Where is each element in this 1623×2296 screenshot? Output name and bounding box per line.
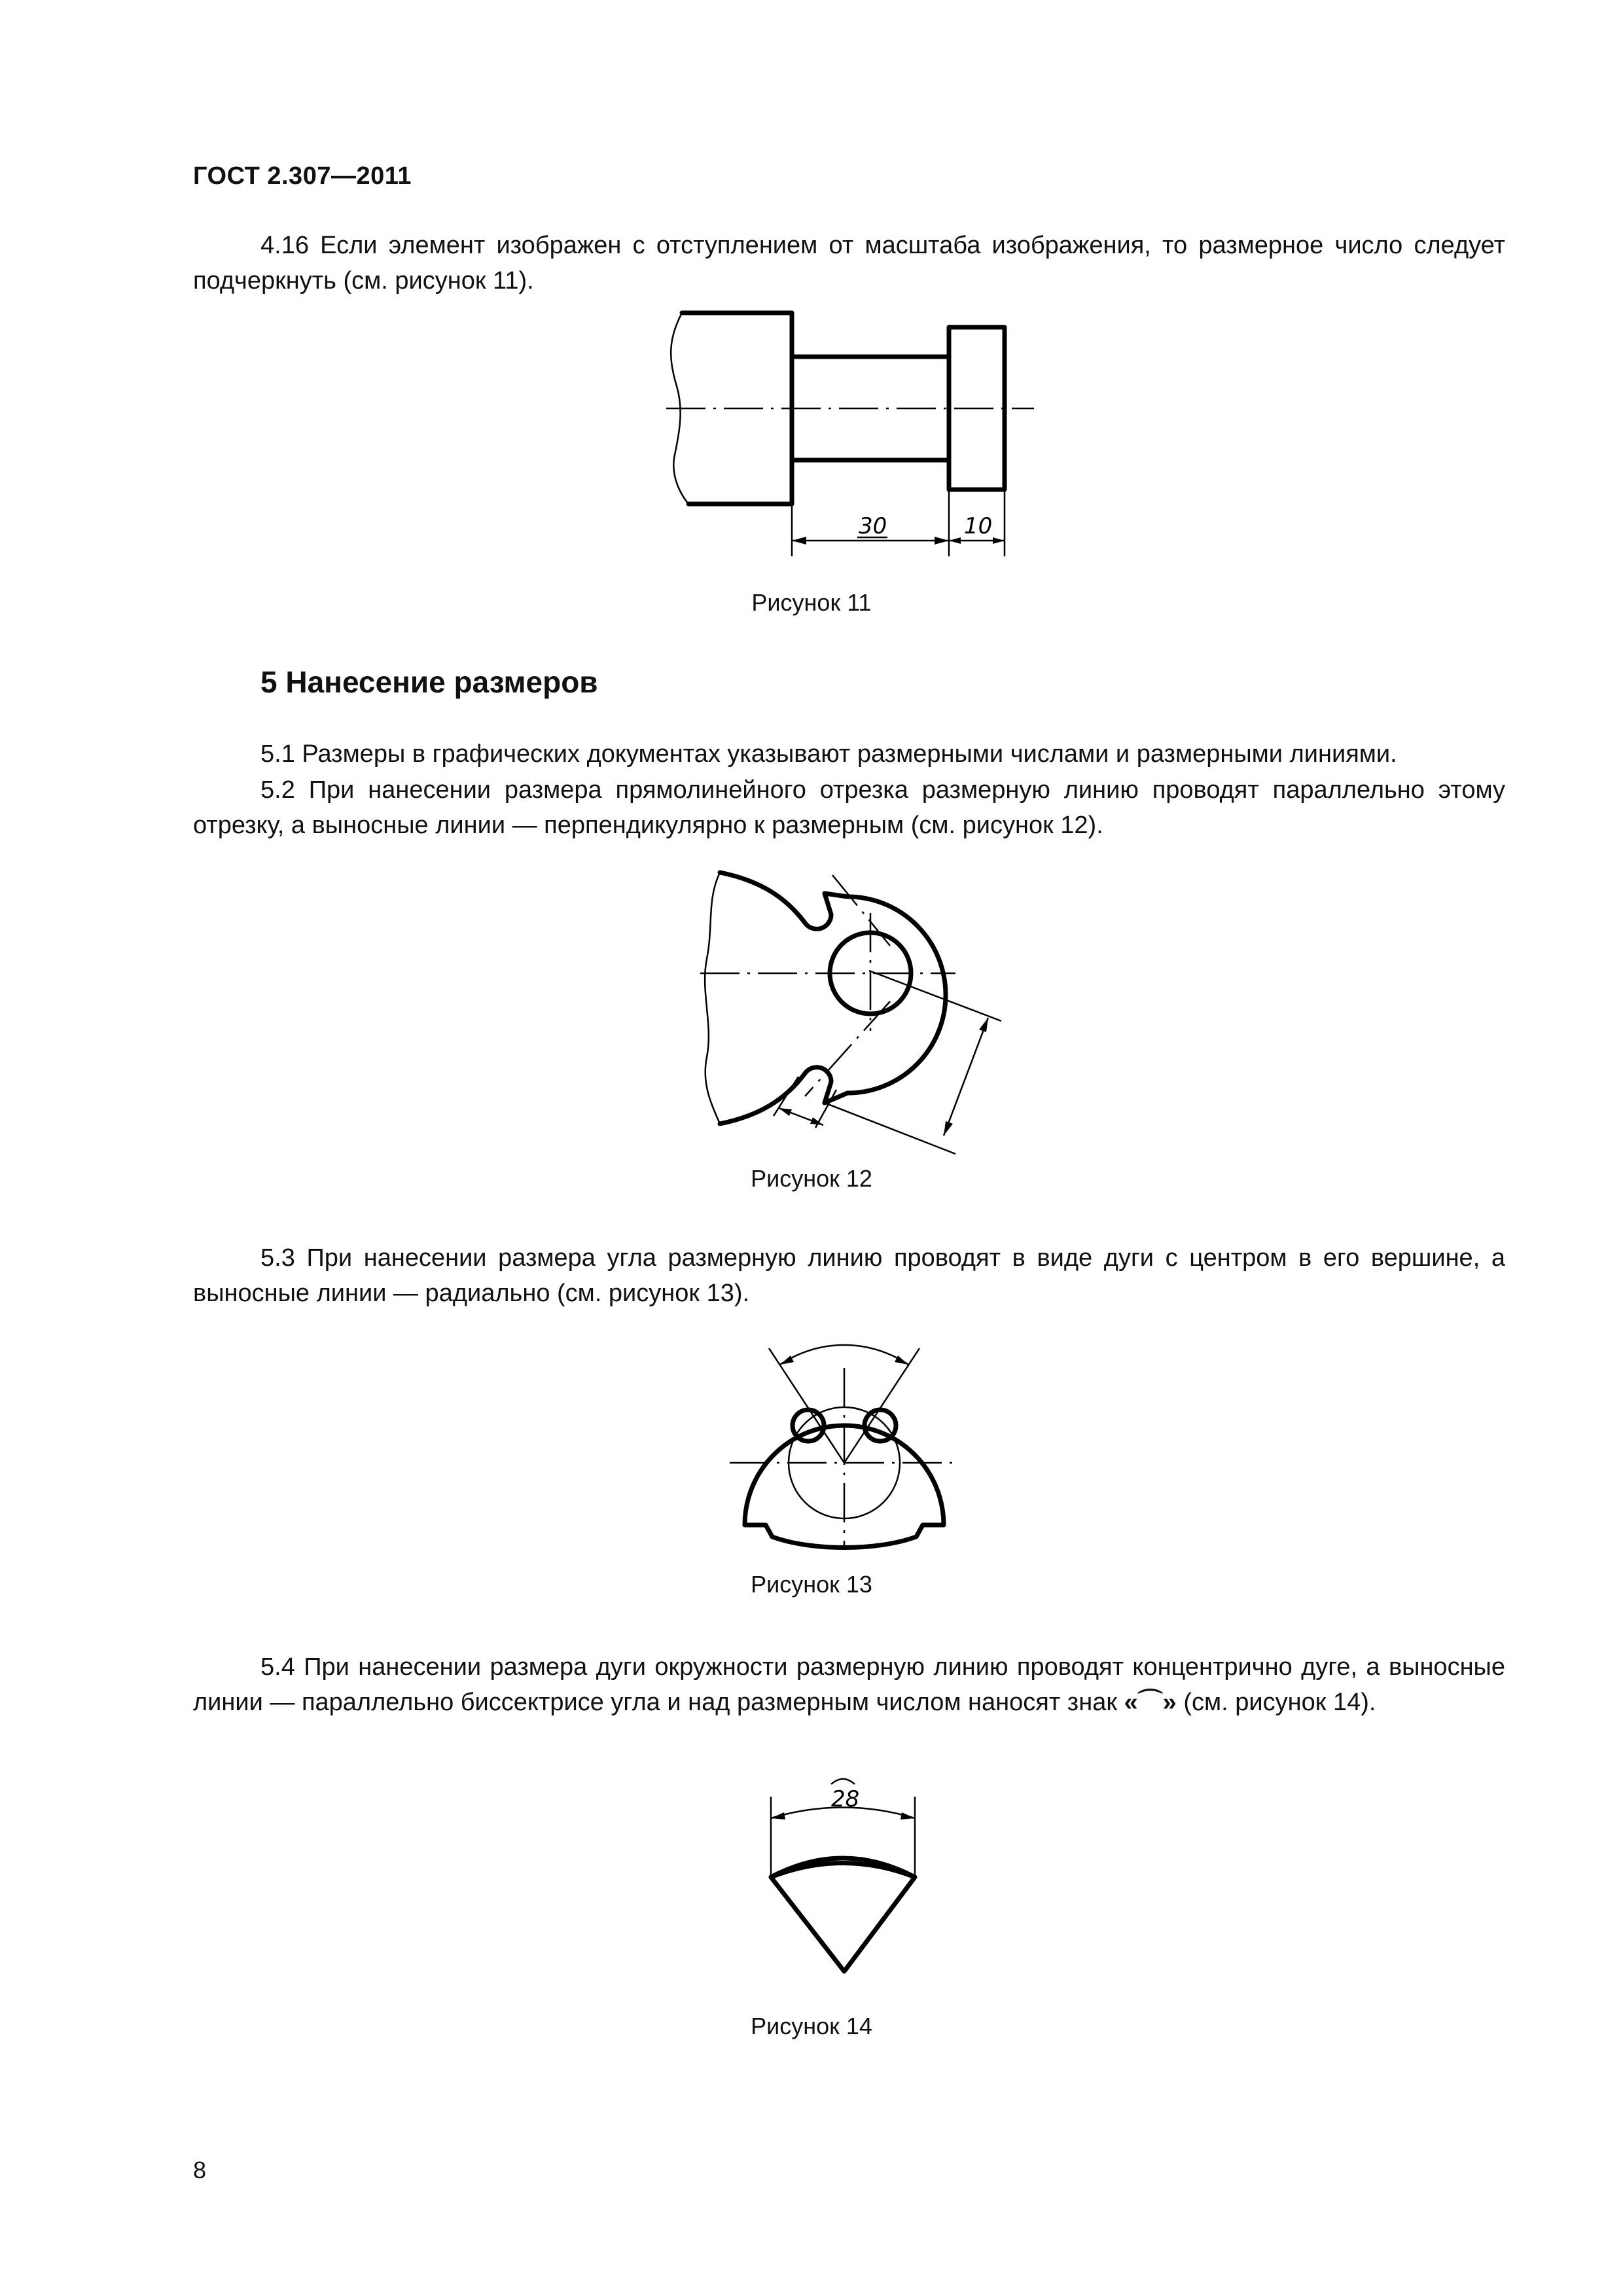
paragraph-5-1: 5.1 Размеры в графических документах указывают размерными числами и размерными линиями. (260, 740, 1397, 768)
page-number: 8 (193, 2157, 207, 2183)
figure-11-drawing (661, 301, 1054, 563)
paragraph-5-2: 5.2 При нанесении размера прямолинейного отрезка размерную линию проводят параллельно этому отрезку, а выносные линии — перпендикулярно к размерным (см. рисунок 12). (193, 776, 1505, 839)
figure-12-caption: Рисунок 12 (751, 1165, 872, 1192)
figure-11-caption: Рисунок 11 (751, 589, 872, 616)
figure-13-drawing (720, 1329, 969, 1554)
dimension-28: 28 (831, 1786, 860, 1812)
dimension-10: 10 (964, 513, 993, 539)
figure-14-caption: Рисунок 14 (751, 2013, 872, 2039)
section-5-title: 5 Нанесение размеров (260, 665, 598, 699)
figure-13-caption: Рисунок 13 (751, 1571, 872, 1598)
arc-sign: «⌒» (1124, 1689, 1177, 1716)
paragraph-5-4-text: 5.4 При нанесении размера дуги окружности размерную линию проводят концентрично дуге, а выносные линии — параллельно биссектрисе угла и над размерным числом наносят знак (193, 1653, 1505, 1716)
paragraph-4-16: 4.16 Если элемент изображен с отступлением от масштаба изображения, то размерное число следует подчеркнуть (см. рисунок 11). (193, 232, 1505, 295)
figure-14-drawing (759, 1761, 929, 1983)
paragraph-5-4 (193, 1649, 1505, 1720)
dimension-30: 30 (859, 513, 887, 539)
paragraph-5-3: 5.3 При нанесении размера угла размерную линию проводят в виде дуги с центром в его вершине, а выносные линии — радиально (см. рисунок 13). (193, 1244, 1505, 1307)
paragraph-5-4-ref: (см. рисунок 14). (1183, 1689, 1376, 1716)
figure-12-drawing (694, 861, 1034, 1149)
document-header: ГОСТ 2.307—2011 (193, 162, 412, 190)
